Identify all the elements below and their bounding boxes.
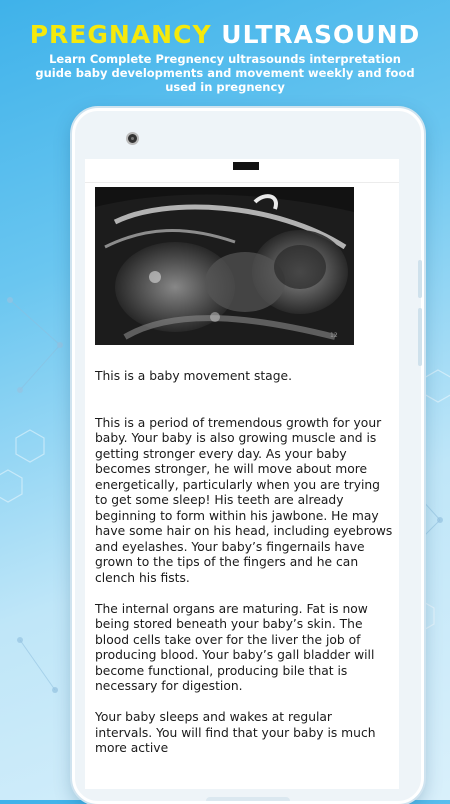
app-screen[interactable] bbox=[85, 159, 399, 789]
promo-title bbox=[0, 20, 450, 49]
article-content bbox=[95, 369, 393, 772]
hamburger-menu-icon[interactable] bbox=[233, 162, 259, 170]
promo-title-ultrasound: ULTRASOUND bbox=[211, 20, 421, 49]
toolbar-divider bbox=[85, 182, 399, 183]
front-camera-icon bbox=[126, 132, 139, 145]
promo-title-pregnancy: PREGNANCY bbox=[29, 20, 212, 49]
phone-side-button bbox=[418, 260, 422, 298]
ultrasound-scan-image bbox=[95, 187, 354, 345]
ultrasound-graphic bbox=[95, 187, 354, 345]
phone-mockup bbox=[72, 108, 424, 804]
paragraph-sleep: Your baby sleeps and wakes at regular intervals. You will find that your baby is much more active bbox=[95, 710, 376, 755]
phone-speaker-grille bbox=[206, 797, 290, 804]
promo-subtitle: Learn Complete Pregnency ultrasounds interpretation guide baby developments and movement weekly and food used in pregnency bbox=[35, 52, 415, 94]
paragraph-intro: This is a baby movement stage. bbox=[95, 369, 293, 383]
svg-text:12: 12 bbox=[330, 332, 338, 339]
paragraph-organs: The internal organs are maturing. Fat is now being stored beneath your baby’s skin. The blood cells take over for the liver the job of producing blood. Your baby’s gall bladder will become functional, producing bile that is necessary for digestion. bbox=[95, 601, 375, 693]
phone-side-button-2 bbox=[418, 308, 422, 366]
paragraph-growth: This is a period of tremendous growth for your baby. Your baby is also growing muscle and is getting stronger every day. As your baby becomes stronger, he will move about more energetically, particularly when you are trying to get some sleep! His teeth are already beginning to form within his jawbone. He may have some hair on his head, including eyebrows and eyelashes. Your baby’s fingernails have grown to the tips of the fingers and he can clench his fists. bbox=[95, 415, 393, 585]
